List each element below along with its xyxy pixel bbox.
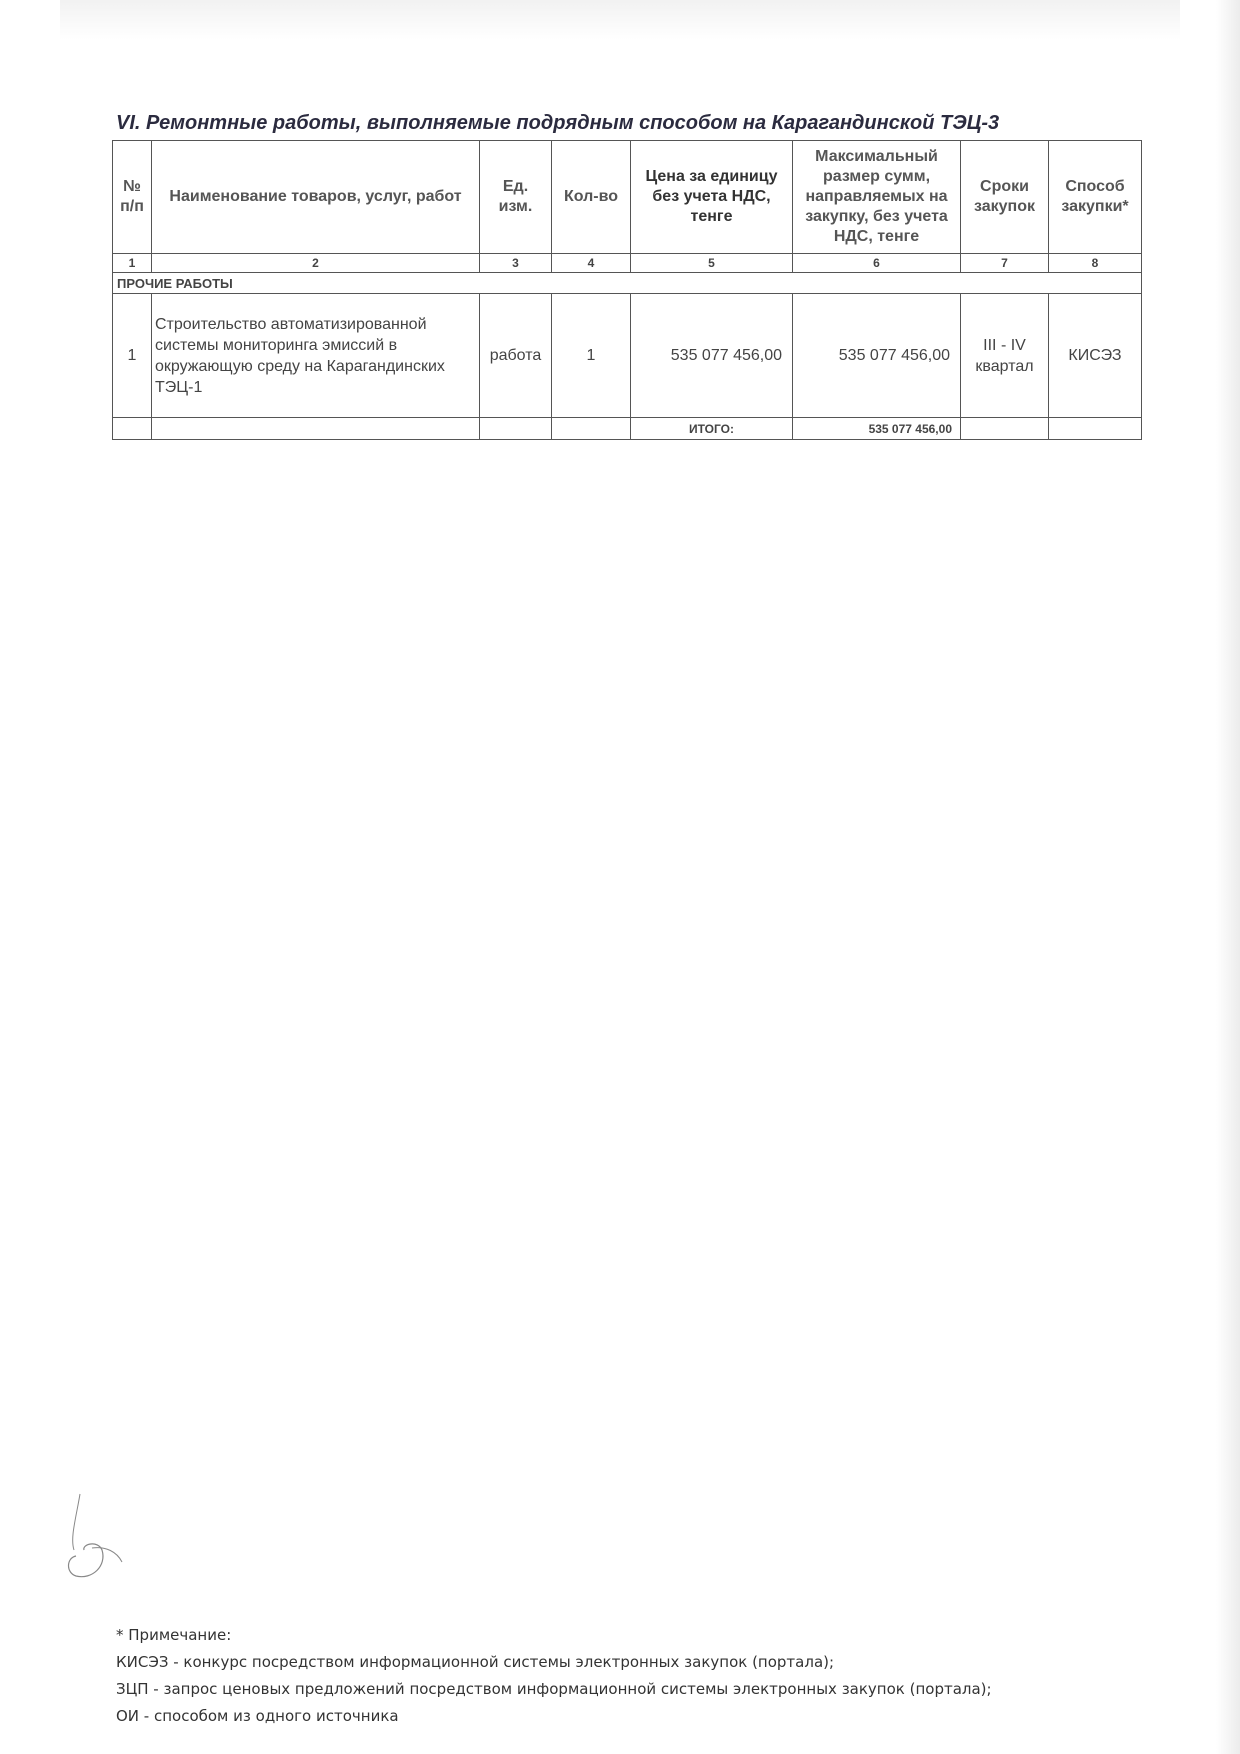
column-number: 3 [480, 254, 552, 273]
procurement-table [112, 140, 1142, 440]
header-row [113, 141, 1142, 254]
column-number: 6 [793, 254, 961, 273]
row-max-sum: 535 077 456,00 [793, 294, 961, 418]
scan-shadow [60, 0, 1180, 40]
header-name: Наименование товаров, услуг, работ [152, 141, 480, 254]
scan-edge [1216, 0, 1240, 1754]
column-number: 1 [113, 254, 152, 273]
footnote-line: ОИ - способом из одного источника [116, 1707, 399, 1725]
column-number: 4 [552, 254, 631, 273]
header-num: № п/п [113, 141, 152, 254]
header-method: Способ закупки* [1049, 141, 1142, 254]
column-number: 7 [961, 254, 1049, 273]
footnote-line: КИСЭЗ - конкурс посредством информационной системы электронных закупок (портала); [116, 1653, 835, 1671]
column-number: 8 [1049, 254, 1142, 273]
header-max-sum: Максимальный размер сумм, направляемых на закупку, без учета НДС, тенге [793, 141, 961, 254]
header-price: Цена за единицу без учета НДС, тенге [631, 141, 793, 254]
row-term: III - IV квартал [961, 294, 1049, 418]
footnote-line: ЗЦП - запрос ценовых предложений посредством информационной системы электронных закупок (портала); [116, 1680, 992, 1698]
column-number: 2 [152, 254, 480, 273]
section-title: VI. Ремонтные работы, выполняемые подрядным способом на Карагандинской ТЭЦ-3 [116, 112, 1000, 134]
column-number-row [113, 254, 1142, 273]
header-term: Сроки закупок [961, 141, 1049, 254]
section-row [113, 273, 1142, 294]
header-unit: Ед. изм. [480, 141, 552, 254]
footnote-heading: * Примечание: [116, 1626, 232, 1644]
row-qty: 1 [552, 294, 631, 418]
header-qty: Кол-во [552, 141, 631, 254]
table-row [113, 294, 1142, 418]
total-value: 535 077 456,00 [793, 418, 961, 440]
total-row [113, 418, 1142, 440]
row-method: КИСЭЗ [1049, 294, 1142, 418]
signature-mark [62, 1488, 152, 1588]
footnote [116, 1622, 992, 1730]
row-price: 535 077 456,00 [631, 294, 793, 418]
row-unit: работа [480, 294, 552, 418]
row-name: Строительство автоматизированной системы мониторинга эмиссий в окружающую среду на Карагандинских ТЭЦ-1 [152, 294, 480, 418]
section-label: ПРОЧИЕ РАБОТЫ [113, 273, 1142, 294]
column-number: 5 [631, 254, 793, 273]
total-label: ИТОГО: [631, 418, 793, 440]
row-num: 1 [113, 294, 152, 418]
